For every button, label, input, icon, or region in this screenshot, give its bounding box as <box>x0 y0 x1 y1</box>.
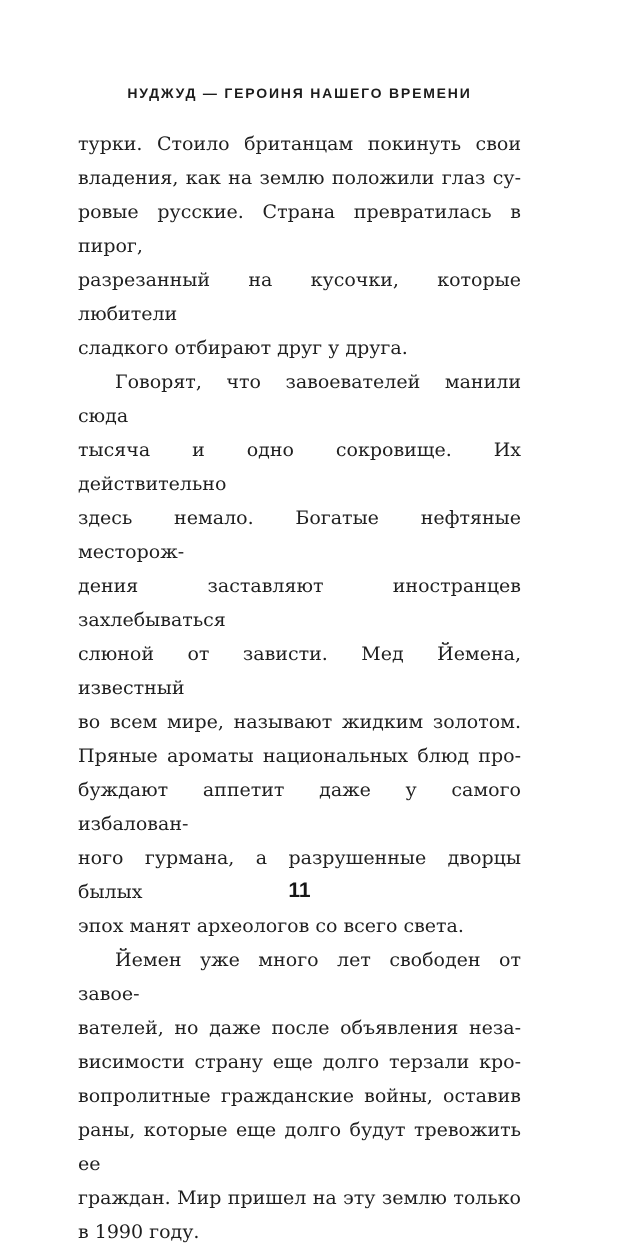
text-line: разрезанный на кусочки, которые любители <box>78 269 521 325</box>
text-line: Йемен уже много лет свободен от завое- <box>78 949 521 1005</box>
paragraph <box>78 943 521 1249</box>
running-header: НУДЖУД — ГЕРОИНЯ НАШЕГО ВРЕМЕНИ <box>127 85 472 101</box>
text-line: владения, как на землю положили глаз су- <box>78 167 521 189</box>
text-line: здесь немало. Богатые нефтяные месторож- <box>78 507 521 563</box>
text-line: ного гурмана, а разрушенные дворцы былых <box>78 847 521 903</box>
text-line: Говорят, что завоевателей манили сюда <box>78 371 521 427</box>
text-line: слюной от зависти. Мед Йемена, известный <box>78 643 521 699</box>
text-line: вателей, но даже после объявления неза- <box>78 1017 521 1039</box>
text-line: тысяча и одно сокровище. Их действительно <box>78 439 521 495</box>
body-text <box>78 127 521 1249</box>
text-line: раны, которые еще долго будут тревожить ее <box>78 1119 521 1175</box>
text-line: в 1990 году. <box>78 1221 200 1243</box>
text-line: Пряные ароматы национальных блюд про- <box>78 745 521 767</box>
text-line: турки. Стоило британцам покинуть свои <box>78 133 521 155</box>
text-line: вопролитные гражданские войны, оставив <box>78 1085 521 1107</box>
text-line: во всем мире, называют жидким золотом. <box>78 711 521 733</box>
text-line: висимости страну еще долго терзали кро- <box>78 1051 521 1073</box>
page-number: 11 <box>288 879 311 902</box>
text-line: граждан. Мир пришел на эту землю только <box>78 1187 521 1209</box>
text-line: эпох манят археологов со всего света. <box>78 915 464 937</box>
paragraph <box>78 365 521 943</box>
text-line: буждают аппетит даже у самого избалован- <box>78 779 521 835</box>
paragraph <box>78 127 521 365</box>
text-line: ровые русские. Страна превратилась в пирог, <box>78 201 521 257</box>
text-line: сладкого отбирают друг у друга. <box>78 337 408 359</box>
text-line: дения заставляют иностранцев захлебываться <box>78 575 521 631</box>
